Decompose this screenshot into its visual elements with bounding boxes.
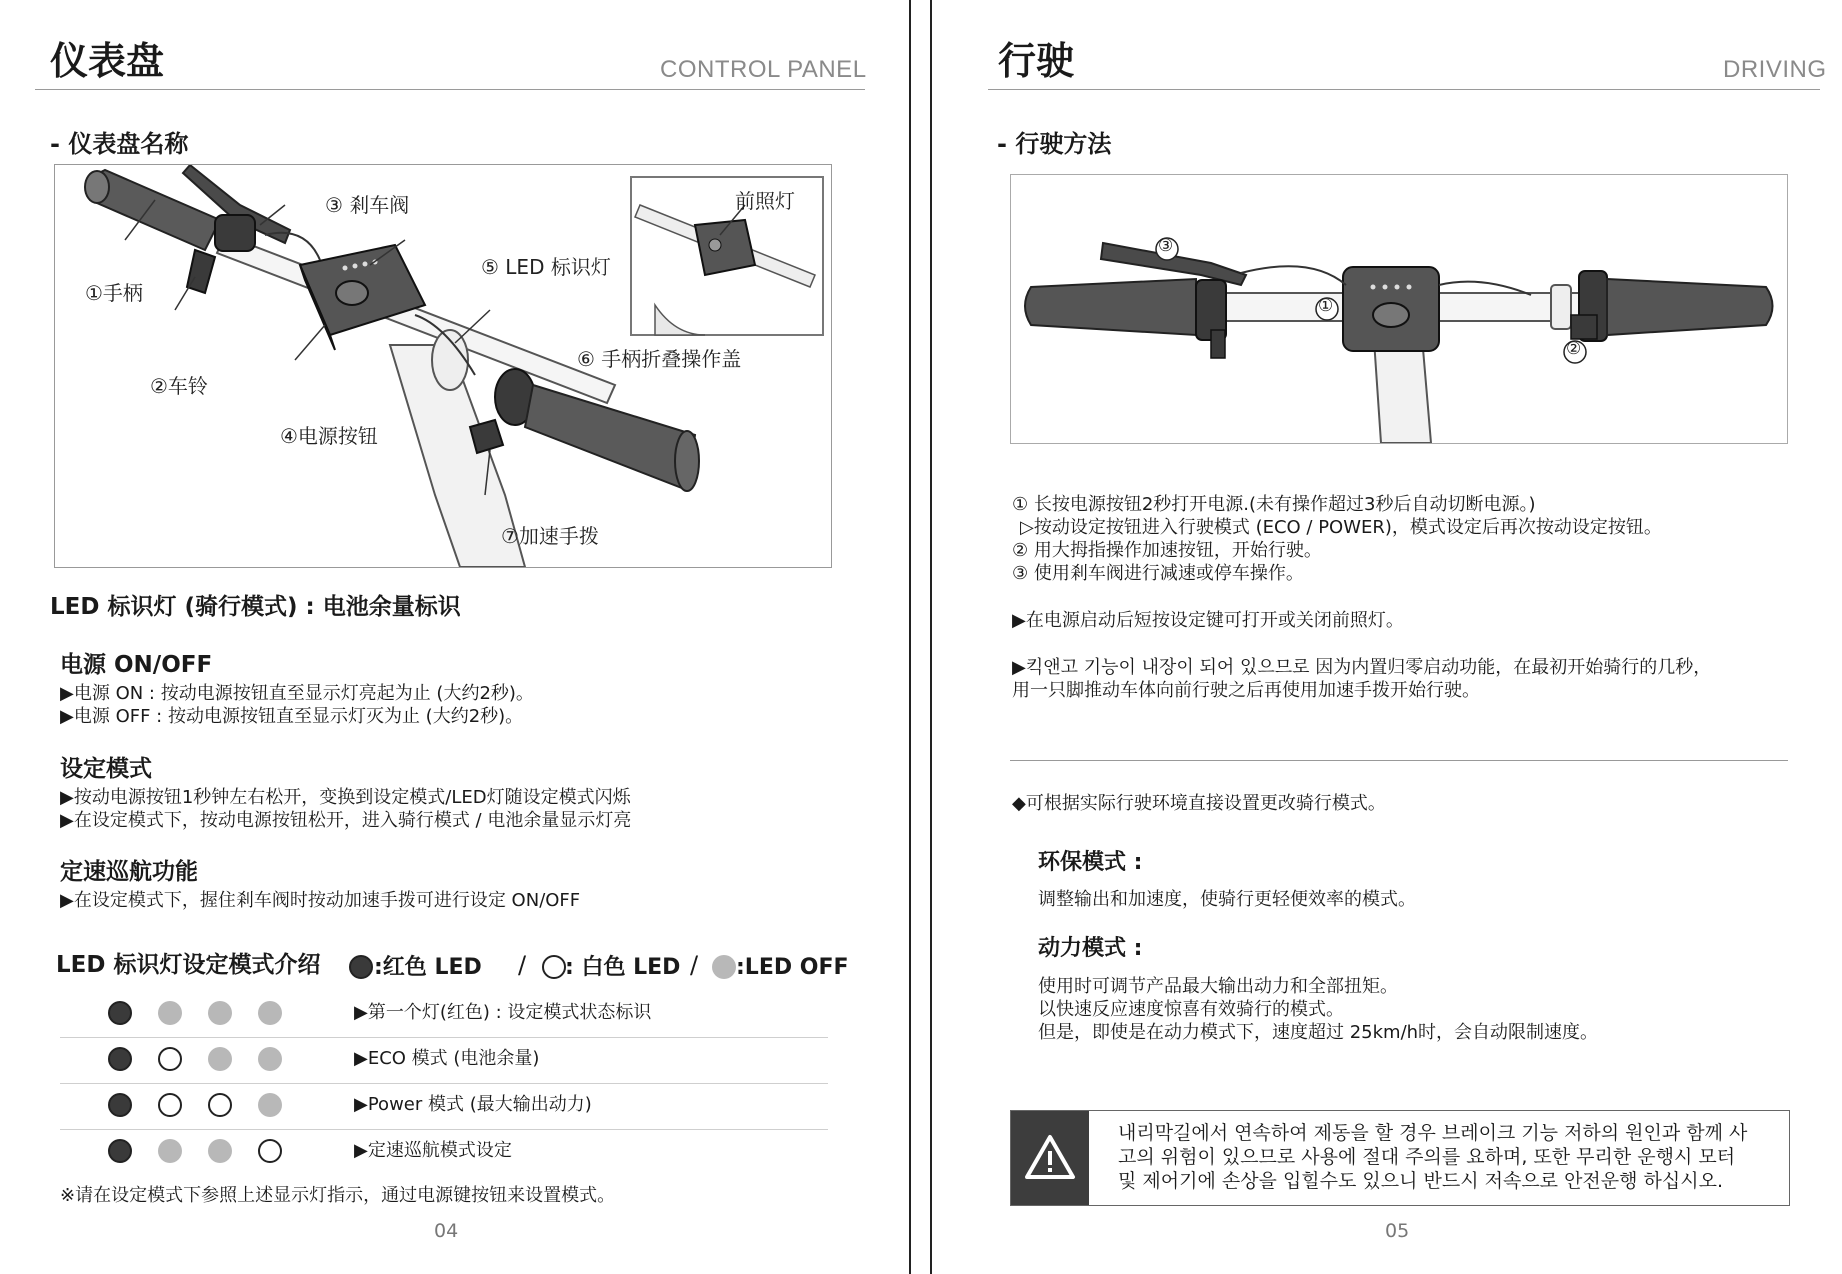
cruise-heading: 定速巡航功能 — [60, 859, 198, 885]
step-1-sub: ▷按动设定按钮进入行驶模式 (ECO / POWER)，模式设定后再次按动设定按钮。 — [1020, 517, 1662, 538]
led-dot-red — [108, 1093, 132, 1117]
power-mode-heading: 动力模式 : — [1038, 936, 1143, 961]
cruise-line: ▶在设定模式下，握住剎车阀时按动加速手拨可进行设定 ON/OFF — [60, 890, 581, 911]
mode-row-label: ▶Power 模式 (最大输出动力) — [354, 1094, 592, 1115]
callout-handle: ①手柄 — [85, 281, 143, 305]
driving-figure — [1010, 174, 1788, 444]
callout-throttle: ⑦加速手拨 — [501, 524, 599, 548]
led-dot-white — [158, 1047, 182, 1071]
eco-heading: 环保模式 : — [1038, 850, 1143, 875]
legend-separator-2: / — [690, 951, 699, 979]
driving-handlebar-illustration — [1011, 175, 1787, 443]
setting-heading: 设定模式 — [60, 756, 152, 782]
row-divider — [60, 1083, 828, 1084]
led-dot-red — [108, 1139, 132, 1163]
legend-white-label: : 白色 LED — [565, 955, 681, 980]
mode-row-label: ▶第一个灯(红色) : 设定模式状态标识 — [354, 1002, 652, 1023]
led-dot-white — [208, 1093, 232, 1117]
section-divider — [1010, 760, 1788, 761]
legend-off-dot — [712, 955, 736, 979]
power-heading: 电源 ON/OFF — [60, 652, 213, 678]
right-page — [930, 0, 1842, 1274]
warning-icon — [1011, 1111, 1089, 1205]
led-dot-red — [108, 1047, 132, 1071]
page-divider-left — [909, 0, 911, 1274]
header-divider — [35, 89, 865, 90]
callout-fold-cover: ⑥ 手柄折叠操作盖 — [577, 347, 742, 371]
callout-led: ⑤ LED 标识灯 — [481, 255, 611, 279]
power-description-2: 以快速反应速度惊喜有效骑行的模式。 — [1038, 999, 1344, 1020]
power-description-3: 但是，即使是在动力模式下，速度超过 25km/h时，会自动限制速度。 — [1038, 1022, 1599, 1043]
power-off-text: ▶电源 OFF : 按动电源按钮直至显示灯灭为止 (大约2秒)。 — [60, 706, 524, 727]
page-title-en: DRIVING — [1723, 56, 1827, 83]
mode-intro: ◆可根据实际行驶环境直接设置更改骑行模式。 — [1012, 793, 1386, 814]
led-dot-off — [208, 1001, 232, 1025]
section-title: - 行驶方法 — [997, 130, 1112, 158]
led-dot-white — [158, 1093, 182, 1117]
legend-off-label: :LED OFF — [736, 955, 849, 980]
step-2: ② 用大拇指操作加速按钮，开始行驶。 — [1012, 540, 1322, 561]
led-dot-off — [258, 1047, 282, 1071]
led-dot-red — [108, 1001, 132, 1025]
led-dot-off — [158, 1139, 182, 1163]
legend-title: LED 标识灯设定模式介绍 — [56, 952, 321, 978]
step-3: ③ 使用剎车阀进行减速或停车操作。 — [1012, 563, 1304, 584]
step-1: ① 长按电源按钮2秒打开电源.(未有操作超过3秒后自动切断电源。) — [1012, 494, 1536, 515]
section-title: - 仪表盘名称 — [50, 130, 189, 158]
mode-row-label: ▶ECO 模式 (电池余量) — [354, 1048, 540, 1069]
led-heading: LED 标识灯 (骑行模式) : 电池余量标识 — [50, 594, 461, 620]
warning-line-3: 및 제어기에 손상을 입힐수도 있으니 반드시 저속으로 안전운행 하십시오. — [1118, 1170, 1723, 1192]
fig-label-3: ③ — [1158, 236, 1174, 256]
callout-brake: ③ 剎车阀 — [325, 193, 410, 217]
led-dot-off — [158, 1001, 182, 1025]
legend-white-dot — [542, 955, 566, 979]
row-divider — [60, 1037, 828, 1038]
eco-description: 调整输出和加速度，使骑行更轻便效率的模式。 — [1038, 889, 1416, 910]
callout-power-button: ④电源按钮 — [280, 424, 378, 448]
legend-separator-1: / — [518, 951, 527, 979]
kick-note-line-2: 用一只脚推动车体向前行驶之后再使用加速手拨开始行驶。 — [1012, 680, 1480, 701]
led-dot-white — [258, 1139, 282, 1163]
warning-line-1: 내리막길에서 연속하여 제동을 할 경우 브레이크 기능 저하의 원인과 함께 사 — [1118, 1122, 1748, 1144]
control-panel-figure — [54, 164, 832, 568]
warning-box — [1010, 1110, 1790, 1206]
power-on-text: ▶电源 ON : 按动电源按钮直至显示灯亮起为止 (大约2秒)。 — [60, 683, 534, 704]
power-description-1: 使用时可调节产品最大输出动力和全部扭矩。 — [1038, 976, 1398, 997]
page-number: 04 — [434, 1220, 459, 1242]
kick-note-line-1: ▶킥앤고 기능이 내장이 되어 있으므로 因为内置归零启动功能，在最初开始骑行的几秒， — [1012, 657, 1712, 678]
legend-red-dot — [349, 955, 373, 979]
setting-line-2: ▶在设定模式下，按动电源按钮松开，进入骑行模式 / 电池余量显示灯亮 — [60, 810, 632, 831]
page-title: 仪表盘 — [50, 39, 165, 83]
page-title: 行驶 — [998, 39, 1075, 83]
row-divider — [60, 1129, 828, 1130]
warning-icon-panel — [1011, 1111, 1089, 1205]
page-title-en: CONTROL PANEL — [660, 56, 867, 83]
headlight-note: ▶在电源启动后短按设定键可打开或关闭前照灯。 — [1012, 610, 1404, 631]
page-number: 05 — [1385, 1220, 1410, 1242]
callout-headlight: 前照灯 — [735, 189, 795, 213]
led-dot-off — [208, 1047, 232, 1071]
header-divider — [988, 89, 1820, 90]
mode-row-label: ▶定速巡航模式设定 — [354, 1140, 512, 1161]
warning-line-2: 고의 위험이 있으므로 사용에 절대 주의를 요하며, 또한 무리한 운행시 모터 — [1118, 1146, 1736, 1168]
led-dot-off — [258, 1001, 282, 1025]
setting-line-1: ▶按动电源按钮1秒钟左右松开，变换到设定模式/LED灯随设定模式闪烁 — [60, 787, 631, 808]
legend-red-label: :红色 LED — [374, 955, 482, 980]
fig-label-1: ① — [1318, 296, 1334, 316]
fig-label-2: ② — [1566, 339, 1582, 359]
mode-note: ※请在设定模式下参照上述显示灯指示，通过电源键按钮来设置模式。 — [60, 1185, 616, 1206]
led-dot-off — [258, 1093, 282, 1117]
left-page — [0, 0, 905, 1274]
callout-bell: ②车铃 — [150, 374, 208, 398]
led-dot-off — [208, 1139, 232, 1163]
